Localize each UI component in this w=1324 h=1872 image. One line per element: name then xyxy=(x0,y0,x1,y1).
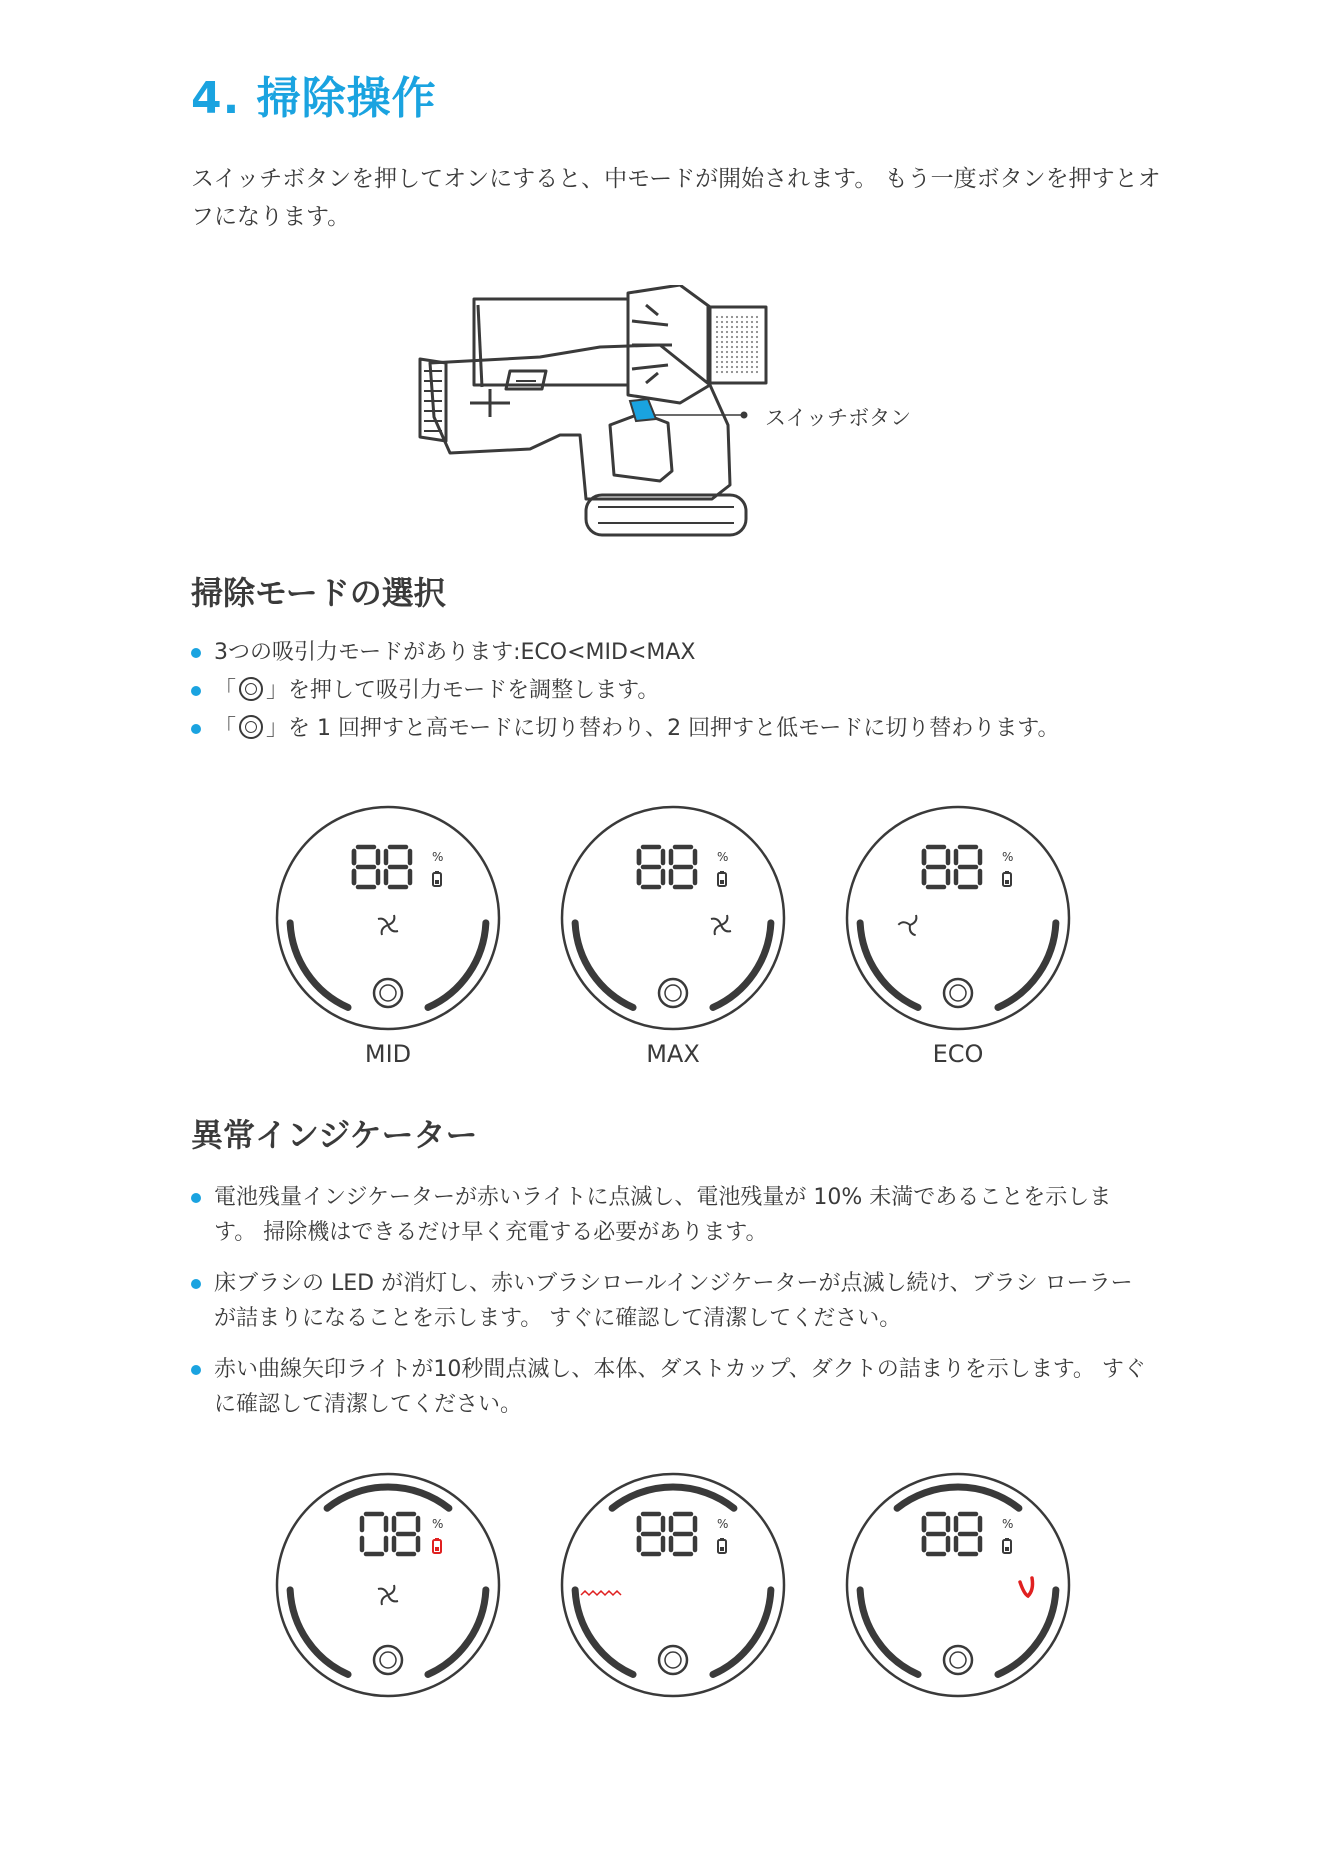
battery-icon xyxy=(1003,873,1011,886)
display-dial-clog xyxy=(843,1470,1073,1700)
percent-sign: % xyxy=(717,1517,729,1531)
dial-arc-left xyxy=(290,1590,348,1675)
dial-arc-left xyxy=(575,923,633,1008)
abnormal-bullet-text: 床ブラシの LED が消灯し、赤いブラシロールインジケーターが点滅し続け、ブラシ ローラーが詰まりになることを示します。 すぐに確認して清潔してください。 xyxy=(214,1271,1133,1331)
dial-arc-right xyxy=(998,923,1056,1008)
dial-arc-top xyxy=(327,1487,449,1508)
dial-arc-right xyxy=(713,923,771,1008)
dial-arc-top xyxy=(897,1487,1019,1508)
lcd-digits xyxy=(639,847,695,887)
dial-arc-right xyxy=(428,1590,486,1675)
dial-outer-ring xyxy=(277,807,499,1029)
percent-sign: % xyxy=(1002,850,1014,864)
display-dial-low-battery xyxy=(273,1470,503,1700)
bullet-dot xyxy=(191,1193,201,1203)
switch-button-label: スイッチボタン xyxy=(765,406,912,430)
bullet-dot xyxy=(191,724,201,734)
fan-icon xyxy=(378,1585,398,1605)
power-button-icon xyxy=(374,979,402,1007)
battery-icon xyxy=(433,873,441,886)
abnormal-bullet xyxy=(191,1352,1151,1422)
mode-label-eco: ECO xyxy=(932,1040,984,1068)
bullet-dot xyxy=(191,1279,201,1289)
mode-bullet-list xyxy=(191,634,1151,748)
battery-icon xyxy=(718,1540,726,1553)
power-button-icon xyxy=(239,677,263,701)
dial-arc-right xyxy=(998,1590,1056,1675)
abnormal-bullet-text: 電池残量インジケーターが赤いライトに点滅し、電池残量が 10% 未満であることを示します。 掃除機はできるだけ早く充電する必要があります。 xyxy=(214,1185,1112,1245)
lcd-digits xyxy=(924,1514,980,1554)
dial-arc-right xyxy=(713,1590,771,1675)
fan-icon xyxy=(898,915,919,936)
intro-paragraph: スイッチボタンを押してオンにすると、中モードが開始されます。 もう一度ボタンを押すとオフになります。 xyxy=(191,166,1161,230)
lcd-digits xyxy=(362,1514,418,1554)
vacuum-illustration xyxy=(410,285,930,549)
mode-bullet-text: 3つの吸引力モードがあります:ECO<MID<MAX xyxy=(214,640,696,665)
dial-arc-left xyxy=(290,923,348,1008)
battery-icon xyxy=(433,1540,441,1553)
bracket-open: 「 xyxy=(214,716,237,741)
bullet-dot xyxy=(191,648,201,658)
power-button-icon xyxy=(239,715,263,739)
mode-section-heading: 掃除モードの選択 xyxy=(191,574,446,612)
percent-sign: % xyxy=(717,850,729,864)
lcd-digits xyxy=(924,847,980,887)
display-dial-brush-roll xyxy=(558,1470,788,1700)
abnormal-bullet xyxy=(191,1180,1151,1250)
battery-icon xyxy=(1003,1540,1011,1553)
abnormal-bullet-text: 赤い曲線矢印ライトが10秒間点滅し、本体、ダストカップ、ダクトの詰まりを示します。 すぐに確認して清潔してください。 xyxy=(214,1357,1146,1417)
power-button-icon xyxy=(944,979,972,1007)
lcd-digits xyxy=(639,1514,695,1554)
dial-outer-ring xyxy=(277,1474,499,1696)
dial-outer-ring xyxy=(562,1474,784,1696)
mode-bullet xyxy=(191,710,1151,748)
abnormal-section-heading: 異常インジケーター xyxy=(191,1116,478,1154)
mode-label-mid: MID xyxy=(364,1040,412,1068)
curved-arrow-icon xyxy=(1020,1578,1033,1596)
power-button-icon xyxy=(944,1646,972,1674)
mode-bullet-text: 」を押して吸引力モードを調整します。 xyxy=(266,678,660,703)
fan-icon xyxy=(378,915,398,935)
dial-arc-left xyxy=(860,1590,918,1675)
bullet-dot xyxy=(191,1365,201,1375)
lcd-digits xyxy=(354,847,410,887)
bullet-dot xyxy=(191,686,201,696)
fan-icon xyxy=(711,915,731,935)
display-dial-max xyxy=(558,803,788,1033)
dial-arc-left xyxy=(860,923,918,1008)
dial-arc-top xyxy=(612,1487,734,1508)
percent-sign: % xyxy=(432,850,444,864)
dial-outer-ring xyxy=(847,807,1069,1029)
display-dial-eco xyxy=(843,803,1073,1033)
dial-outer-ring xyxy=(847,1474,1069,1696)
mode-bullet xyxy=(191,634,1151,672)
percent-sign: % xyxy=(432,1517,444,1531)
power-button-icon xyxy=(659,979,687,1007)
abnormal-bullet xyxy=(191,1266,1151,1336)
display-dial-mid xyxy=(273,803,503,1033)
bracket-open: 「 xyxy=(214,678,237,703)
percent-sign: % xyxy=(1002,1517,1014,1531)
mode-bullet xyxy=(191,672,1151,710)
dial-outer-ring xyxy=(562,807,784,1029)
battery-icon xyxy=(718,873,726,886)
mode-label-max: MAX xyxy=(646,1040,700,1068)
mode-bullet-text: 」を 1 回押すと高モードに切り替わり、2 回押すと低モードに切り替わります。 xyxy=(266,716,1060,741)
brush-roll-icon xyxy=(581,1591,621,1595)
power-button-icon xyxy=(659,1646,687,1674)
dial-arc-right xyxy=(428,923,486,1008)
page-title: 4. 掃除操作 xyxy=(191,73,437,124)
abnormal-bullet-list xyxy=(191,1180,1151,1438)
dial-arc-left xyxy=(575,1590,633,1675)
power-button-icon xyxy=(374,1646,402,1674)
